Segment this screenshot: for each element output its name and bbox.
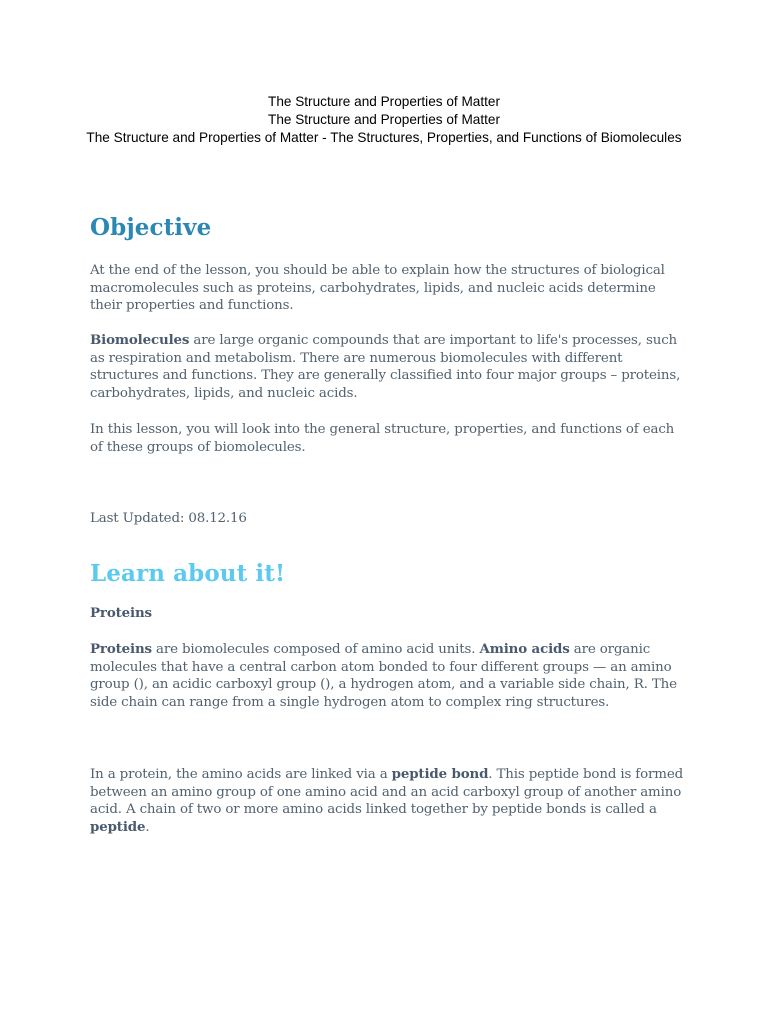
- peptide-text-3: .: [145, 819, 150, 835]
- objective-intro: At the end of the lesson, you should be able to explain how the structures of biological macromolecules such as proteins, carbohydrates, lipids, and nucleic acids determine their properties and functions.: [90, 263, 665, 314]
- last-updated: Last Updated: 08.12.16: [90, 511, 247, 526]
- peptide-term: peptide: [90, 818, 146, 835]
- peptide-text-1: In a protein, the amino acids are linked via a: [90, 767, 392, 782]
- biomolecules-paragraph: [90, 332, 690, 402]
- amino-acids-term: Amino acids: [479, 641, 570, 657]
- document-header: [60, 93, 708, 147]
- peptide-paragraph: [90, 766, 690, 836]
- header-line-2: The Structure and Properties of Matter: [268, 112, 500, 127]
- proteins-text-1: are biomolecules composed of amino acid units.: [151, 642, 480, 657]
- biomolecules-text: are large organic compounds that are important to life's processes, such as respiration and metabolism. There are numerous biomolecules with different structures and functions. They are generally classified into four major groups – proteins, carbohydrates, lipids, and nucleic acids.: [90, 333, 681, 401]
- learn-heading: Learn about it!: [90, 560, 286, 587]
- lesson-paragraph: In this lesson, you will look into the general structure, properties, and functions of each of these groups of biomolecules.: [90, 422, 675, 455]
- biomolecules-term: Biomolecules: [90, 332, 190, 348]
- proteins-text-2: are organic molecules that have a central carbon atom bonded to four different groups — an amino group (), an acidic carboxyl group (), a hydrogen atom, and a variable side chain, R. The side chain can range from a single hydrogen atom to complex ring structures.: [90, 642, 677, 710]
- header-line-3: The Structure and Properties of Matter - The Structures, Properties, and Functions of Biomolecules: [86, 130, 682, 145]
- proteins-subheading: Proteins: [90, 605, 152, 621]
- peptide-text-2: . This peptide bond is formed between an amino group of one amino acid and an acid carboxyl group of another amino acid. A chain of two or more amino acids linked together by peptide bonds is called a: [90, 767, 684, 818]
- header-line-1: The Structure and Properties of Matter: [268, 94, 500, 109]
- proteins-paragraph: [90, 641, 690, 711]
- objective-heading: Objective: [90, 214, 212, 241]
- peptide-bond-term: peptide bond: [391, 766, 489, 782]
- proteins-term: Proteins: [90, 641, 152, 657]
